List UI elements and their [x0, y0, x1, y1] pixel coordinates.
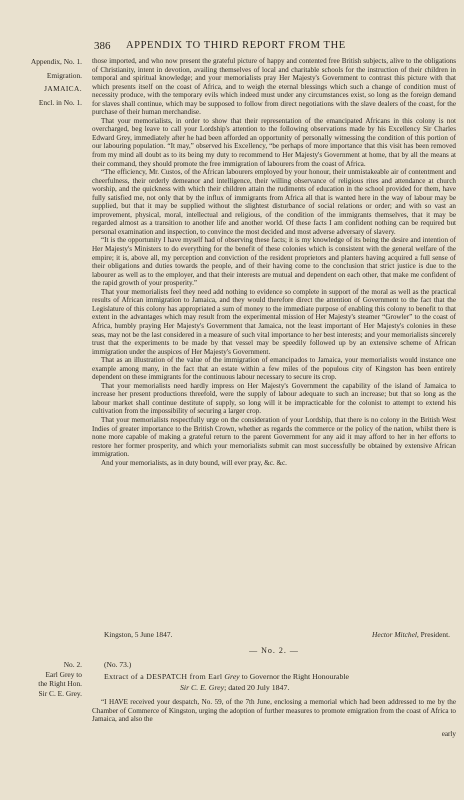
paragraph-5: That your memorialists feel they need add nothing to evidence so complete in support of the moral as well as the practical results of African immigration to Jamaica, and they would therefore direct the attention of Government to the fact that the Legislature of this colony has appropriated a sum of money to the immediate purpose of enabling this colony to benefit to that extent in the advantages which may result from the experimental mission of Her Majesty's steamer “Growler” to the coast of Africa, humbly praying Her Majesty's Government that Jamaica, not the least important of Her Majesty's colonies in these seas, may not be the last considered in a measure of such vital importance to her best interests; and your memorialists sincerely trust that the experiments to be made by that vessel may be speedily followed up by an extensive scheme of African immigration under the auspices of Her Majesty's Government.: [92, 287, 456, 356]
heading-start: Extract of a DESPATCH from Earl: [104, 672, 223, 681]
margin-enclosure: Encl. in No. 1.: [38, 97, 82, 107]
page-number: 386: [94, 40, 111, 52]
paragraph-9: And your memorialists, as in duty bound, will ever pray, &c. &c.: [101, 458, 287, 467]
paragraph-8: That your memorialists respectfully urge on the consideration of your Lordship, that there is no colony in the British West Indies of greater importance to the British Crown, whether as regards the commerce or the policy of the nation, whilst there is none more capable of making a grateful return to the parent Government for any aid it may afford to her in her efforts to restore her former prosperity, and which your memorialists submit can most successfully be obtained by extensive African immigration.: [92, 415, 456, 459]
signatory-title: President.: [420, 630, 450, 639]
despatch-text: [92, 698, 456, 738]
place-date: Kingston, 5 June 1847.: [104, 630, 173, 639]
despatch-heading: [104, 672, 456, 681]
heading-recipient: Sir C. E. Grey: [180, 683, 225, 692]
margin-line-3: the Right Hon.: [38, 679, 82, 689]
memorial-body: [92, 57, 456, 467]
margin-notes-top: [4, 57, 82, 107]
paragraph-2: That your memorialists, in order to show that their representation of the emancipated Africans in this colony is not overcharged, beg leave to call your Lordship's attention to the following observations made by his Excellency Sir Charles Edward Grey, immediately after he had been afforded an opportunity of personally witnessing the condition of this portion of our labouring population. “It may,” observed his Excellency, “be perhaps of more importance that this visit has been removed from my mind all doubt as to its being my duty to recommend to Her Majesty's Government at home, that by all the means at their command, they should promote the free immigration of labourers from the coast of Africa.: [92, 116, 456, 168]
margin-notes-bottom: [4, 660, 82, 698]
catchword: early: [441, 730, 456, 738]
heading-date: ; dated 20 July 1847.: [224, 683, 290, 692]
despatch-paragraph: “I HAVE received your despatch, No. 59, of the 7th June, enclosing a memorial which had been addressed to me by the Chamber of Commerce of Kingston, urging the adoption of further measures to promote emigration from the coast of Africa to Jamaica, and also the: [92, 698, 456, 724]
despatch-heading-line2: [180, 683, 289, 692]
margin-line-4: Sir C. E. Grey.: [38, 688, 82, 698]
margin-colony: JAMAICA.: [44, 84, 82, 94]
paragraph-4: “It is the opportunity I have myself had of observing these facts; it is my knowledge of its being the desire and intention of Her Majesty's Ministers to do everything for the benefit of these colonies which is consistent with the general welfare of the empire; it is, above all, my perception and conviction of the resident proprietors and planters having acquired a full sense of their obligations and duties towards the people, and of their having come to the conclusion that strict justice is due to the labourer as well as to the employer, and that their interests are mutual and dependent on each other, that make me confident of the rapid growth of your prosperity.”: [92, 236, 456, 288]
heading-mid: to Governor the Right Honourable: [241, 672, 349, 681]
margin-line-2: Earl Grey to: [45, 669, 82, 679]
signature: [372, 630, 450, 639]
margin-section: Emigration.: [46, 70, 82, 80]
paragraph-6: That as an illustration of the value of the immigration of emancipados to Jamaica, your memorialists would instance one example among many, in the fact that an estate within a few miles of the populous city of Kingston has been entirely dependent on these immigrants for the continuous labour necessary to secure its crop.: [92, 356, 456, 382]
margin-appendix: Appendix, No. 1.: [30, 57, 82, 66]
paragraph-7: That your memorialists need hardly impress on Her Majesty's Government the capability of the island of Jamaica to increase her present productions threefold, were the supply of labour adequate to such an increase; but that so long as the labour market shall continue destitute of supply, so long will it be impracticable for the colonist to attempt to extend his cultivation from the impossibility of securing a larger crop.: [92, 381, 456, 416]
paragraph-3: “The efficiency, Mr. Custos, of the African labourers employed by your honour, their unmistakeable air of contentment and cheerfulness, their orderly demeanor and intelligence, their willing observance of religious rites and attendance at church worship, and the quickness with which their children attain the rudiments of education in the school provided for them, have fully satisfied me, not only that by the influx of immigrants from Africa all that is wanted here in the way of labour may be supplied, but that it may be supplied without the slightest disturbance of social relations or order; and with so vast an improvement, physical, moral, intellectual and religious, of the condition of the immigrants themselves, that it may be regarded almost as a transition to another life and another world. Of these facts I am confident nothing can be required but personal examination and inspection, to convince the most decided and most adverse adversary of slavery.: [92, 168, 456, 236]
heading-grey: Grey: [224, 672, 240, 681]
section-divider: — No. 2. —: [249, 646, 299, 655]
paragraph-1: those imported, and who now present the grateful picture of happy and contented free British subjects, alive to the obligations of Christianity, intent in devotion, availing themselves of local and charitable schools for the instruction of their children in temporal and spiritual knowledge; and your memorialists pray Her Majesty's Government to contrast this picture with that which presents itself on the coast of Africa, and to weigh the eternal blessings which such a change of condition must of necessity produce, with the temporary evils which indeed must under any circumstances exist, so long as the foreign demand for slaves shall continue, which may be supposed to follow from direct negotiations with the slave dealers of the coast, for the purchase of their human merchandise.: [92, 57, 456, 117]
margin-doc-number: No. 2.: [63, 660, 82, 669]
despatch-number: (No. 73.): [104, 660, 132, 669]
running-title: APPENDIX TO THIRD REPORT FROM THE: [126, 40, 346, 51]
signatory-name: Hector Mitchel,: [371, 630, 419, 639]
